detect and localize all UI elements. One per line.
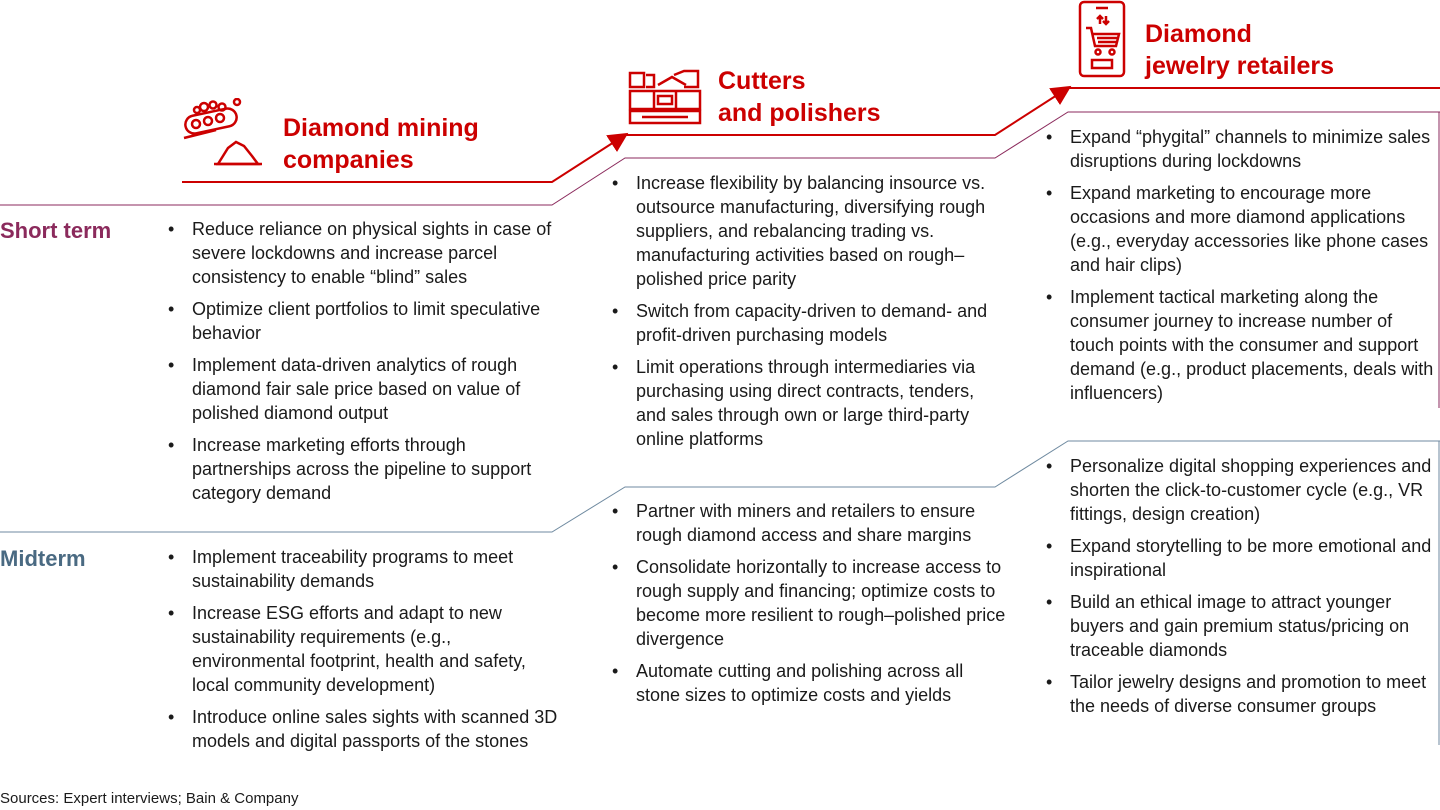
list-item: • Automate cutting and polishing across all stone sizes to optimize costs and yields: [610, 659, 1006, 707]
source-note: Sources: Expert interviews; Bain & Company: [0, 790, 299, 807]
short-term-cutters-list: [610, 171, 1006, 459]
list-item: • Implement data-driven analytics of rough diamond fair sale price based on value of polished diamond output: [166, 353, 566, 425]
list-item: • Introduce online sales sights with scanned 3D models and digital passports of the stones: [166, 705, 566, 753]
short-term-retailers-list: [1044, 125, 1438, 413]
list-item: • Increase marketing efforts through partnerships across the pipeline to support category demand: [166, 433, 566, 505]
list-item: • Switch from capacity-driven to demand- and profit-driven purchasing models: [610, 299, 1006, 347]
midterm-retailers-list: [1044, 454, 1438, 726]
cutting-machine-icon: [628, 69, 702, 125]
midterm-cutters-list: [610, 499, 1006, 715]
list-item: • Reduce reliance on physical sights in case of severe lockdowns and increase parcel consistency to enable “blind” sales: [166, 217, 566, 289]
list-item: • Consolidate horizontally to increase access to rough supply and financing; optimize costs to become more resilient to rough–polished price divergence: [610, 555, 1006, 651]
list-item: • Expand storytelling to be more emotional and inspirational: [1044, 534, 1438, 582]
list-item: • Increase ESG efforts and adapt to new sustainability requirements (e.g., environmental footprint, health and safety, local community development): [166, 601, 566, 697]
stage-title-cutters: Cutters and polishers: [718, 67, 881, 127]
list-item: • Increase flexibility by balancing insource vs. outsource manufacturing, diversifying rough suppliers, and rebalancing trading vs. manufacturing activities based on rough–polished price parity: [610, 171, 1006, 291]
short-term-mining-list: [166, 217, 566, 513]
list-item: • Implement traceability programs to meet sustainability demands: [166, 545, 566, 593]
list-item: • Personalize digital shopping experiences and shorten the click-to-customer cycle (e.g., VR fittings, design creation): [1044, 454, 1438, 526]
stage-title-mining: Diamond mining companies: [283, 114, 479, 174]
list-item: • Partner with miners and retailers to ensure rough diamond access and share margins: [610, 499, 1006, 547]
row-label-short-term: Short term: [0, 218, 112, 243]
midterm-mining-list: [166, 545, 566, 761]
row-label-midterm: Midterm: [0, 546, 86, 571]
list-item: • Build an ethical image to attract younger buyers and gain premium status/pricing on traceable diamonds: [1044, 590, 1438, 662]
mobile-shopping-cart-icon: [1078, 0, 1126, 78]
list-item: • Tailor jewelry designs and promotion to meet the needs of diverse consumer groups: [1044, 670, 1438, 718]
list-item: • Expand marketing to encourage more occasions and more diamond applications (e.g., everyday accessories like phone cases and hair clips): [1044, 181, 1438, 277]
list-item: • Expand “phygital” channels to minimize sales disruptions during lockdowns: [1044, 125, 1438, 173]
list-item: • Optimize client portfolios to limit speculative behavior: [166, 297, 566, 345]
list-item: • Implement tactical marketing along the consumer journey to increase number of touch points with the consumer and support demand (e.g., product placements, deals with influencers): [1044, 285, 1438, 405]
stage-title-retailers: Diamond jewelry retailers: [1145, 20, 1335, 80]
list-item: • Limit operations through intermediaries via purchasing using direct contracts, tenders, and sales through own or large third-party online platforms: [610, 355, 1006, 451]
mining-cart-icon: [182, 98, 262, 170]
